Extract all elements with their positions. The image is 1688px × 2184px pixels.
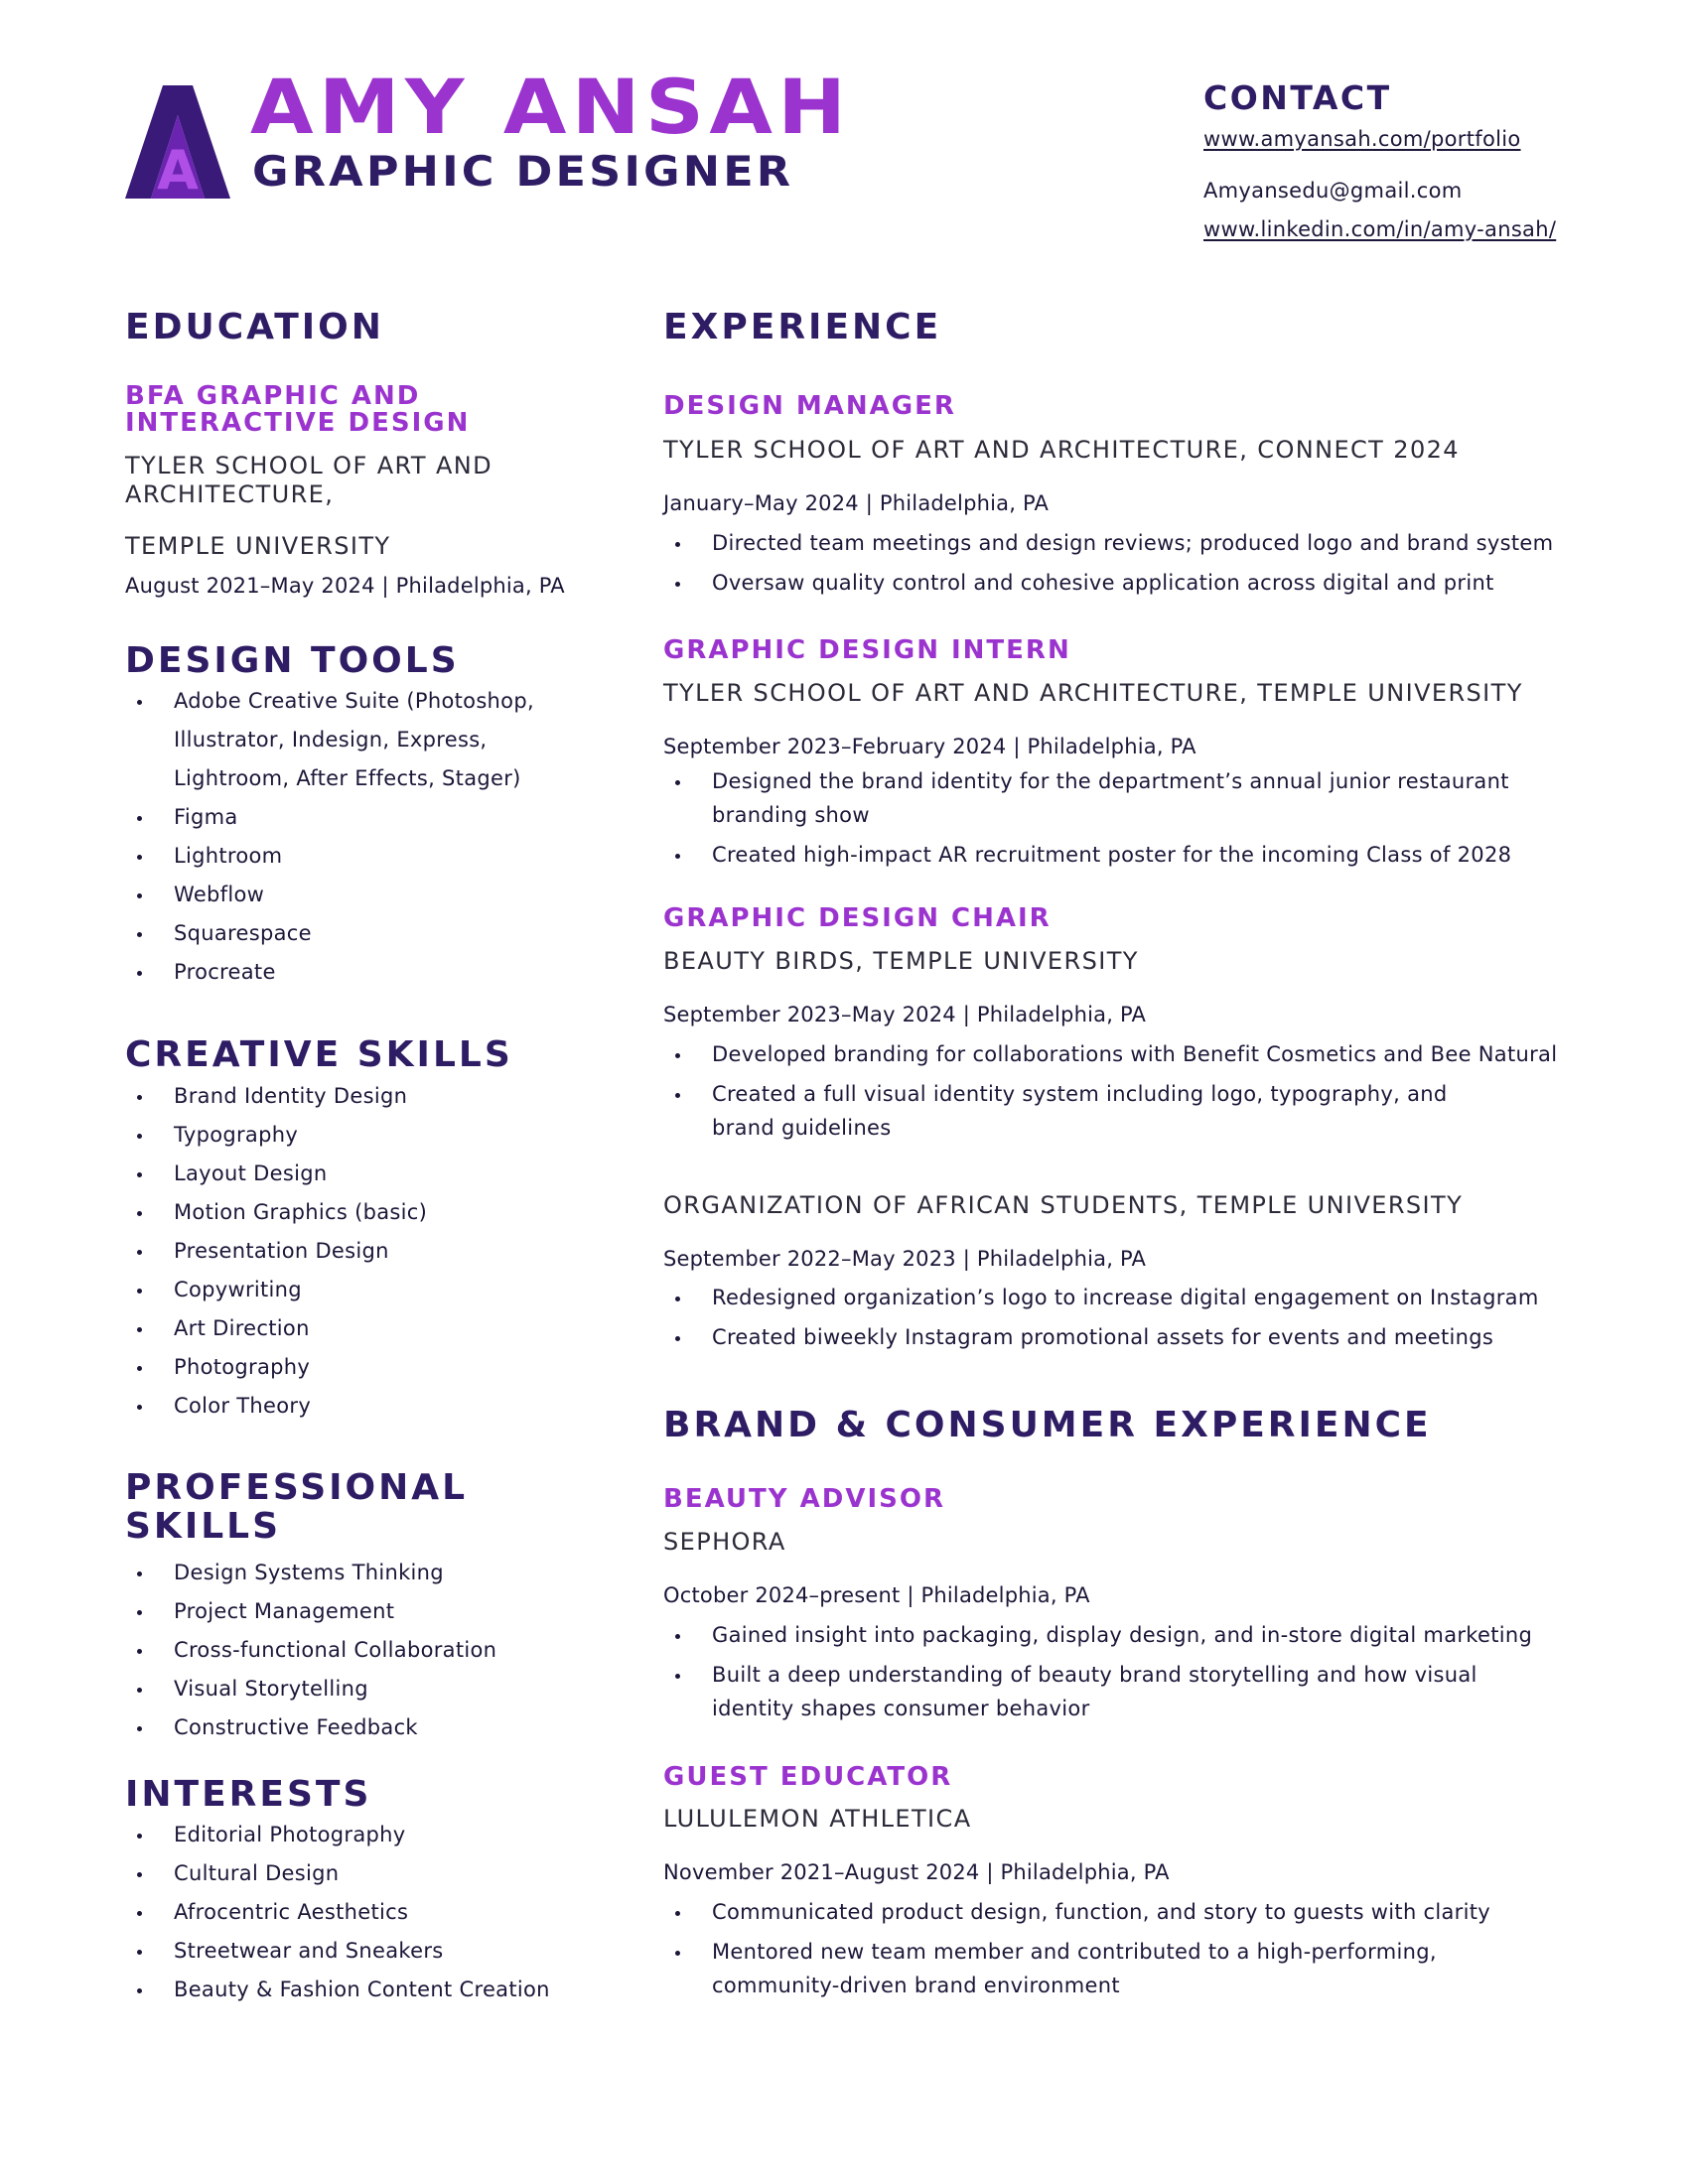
- degree-line-2: INTERACTIVE DESIGN: [125, 408, 471, 438]
- list-item: Brand Identity Design: [125, 1077, 427, 1116]
- job-bullets: [663, 1281, 1586, 1354]
- list-item: Color Theory: [125, 1387, 427, 1426]
- professional-skills-list: [125, 1554, 496, 1747]
- job-bullets: [663, 1895, 1586, 2002]
- job-bullets: [663, 1037, 1586, 1145]
- list-item: Project Management: [125, 1592, 496, 1631]
- list-item: Design Systems Thinking: [125, 1554, 496, 1592]
- job-org: ORGANIZATION OF AFRICAN STUDENTS, TEMPLE UNIVERSITY: [663, 1191, 1464, 1219]
- list-item: Redesigned organization’s logo to increase digital engagement on Instagram: [663, 1281, 1586, 1314]
- list-item: Directed team meetings and design reviews; produced logo and brand system: [663, 526, 1586, 560]
- list-item: Afrocentric Aesthetics: [125, 1893, 550, 1932]
- experience-heading: EXPERIENCE: [663, 307, 942, 347]
- list-item: Webflow: [125, 876, 534, 914]
- professional-skills-heading-2: SKILLS: [125, 1506, 282, 1547]
- job-bullets: [663, 1618, 1586, 1725]
- job-title: BEAUTY ADVISOR: [663, 1484, 945, 1514]
- job-org: TYLER SCHOOL OF ART AND ARCHITECTURE, TEMPLE UNIVERSITY: [663, 679, 1523, 707]
- list-item: Presentation Design: [125, 1232, 427, 1271]
- list-item: Mentored new team member and contributed to a high-performing, community-driven brand environment: [663, 1935, 1546, 2002]
- list-item: Designed the brand identity for the department’s annual junior restaurant branding show: [663, 764, 1586, 832]
- education-dates: August 2021–May 2024 | Philadelphia, PA: [125, 574, 565, 598]
- list-item: Photography: [125, 1348, 427, 1387]
- brand-experience-heading: BRAND & CONSUMER EXPERIENCE: [663, 1405, 1432, 1445]
- list-item: Created biweekly Instagram promotional assets for events and meetings: [663, 1320, 1586, 1354]
- school-line-2: ARCHITECTURE,: [125, 480, 335, 508]
- interests-list: [125, 1816, 550, 2009]
- list-item: Cultural Design: [125, 1854, 550, 1893]
- job-dates: September 2022–May 2023 | Philadelphia, PA: [663, 1247, 1147, 1271]
- list-item: Figma: [125, 798, 534, 837]
- job-bullets: [663, 526, 1586, 600]
- candidate-name: AMY ANSAH: [250, 63, 852, 151]
- portfolio-link[interactable]: www.amyansah.com/portfolio: [1203, 127, 1521, 151]
- list-item: Streetwear and Sneakers: [125, 1932, 550, 1971]
- logo-letter: A: [157, 139, 199, 199]
- contact-heading: CONTACT: [1203, 78, 1392, 117]
- list-item: Built a deep understanding of beauty brand storytelling and how visual identity shapes consumer behavior: [663, 1658, 1546, 1725]
- job-dates: September 2023–May 2024 | Philadelphia, PA: [663, 1003, 1147, 1026]
- list-item: Developed branding for collaborations with Benefit Cosmetics and Bee Natural: [663, 1037, 1586, 1071]
- job-title: GUEST EDUCATOR: [663, 1762, 953, 1792]
- list-item: Copywriting: [125, 1271, 427, 1309]
- list-item: Layout Design: [125, 1155, 427, 1193]
- list-item: Typography: [125, 1116, 427, 1155]
- list-item: Oversaw quality control and cohesive application across digital and print: [663, 566, 1586, 600]
- linkedin-link[interactable]: www.linkedin.com/in/amy-ansah/: [1203, 217, 1557, 241]
- job-title: GRAPHIC DESIGN INTERN: [663, 635, 1071, 665]
- job-dates: November 2021–August 2024 | Philadelphia, PA: [663, 1860, 1170, 1884]
- list-item: Visual Storytelling: [125, 1670, 496, 1708]
- list-item: Lightroom: [125, 837, 534, 876]
- list-item: Constructive Feedback: [125, 1708, 496, 1747]
- list-item: Adobe Creative Suite (Photoshop, Illustrator, Indesign, Express, Lightroom, After Effects, Stager): [125, 682, 534, 798]
- job-org: SEPHORA: [663, 1528, 786, 1556]
- job-dates: September 2023–February 2024 | Philadelphia, PA: [663, 735, 1196, 758]
- list-item: Beauty & Fashion Content Creation: [125, 1971, 550, 2009]
- education-heading: EDUCATION: [125, 307, 384, 347]
- list-item: Communicated product design, function, and story to guests with clarity: [663, 1895, 1586, 1929]
- logo-mark: [125, 85, 230, 199]
- design-tools-heading: DESIGN TOOLS: [125, 640, 460, 681]
- logo: [125, 85, 230, 199]
- job-org: BEAUTY BIRDS, TEMPLE UNIVERSITY: [663, 947, 1139, 975]
- professional-skills-heading-1: PROFESSIONAL: [125, 1467, 469, 1508]
- job-org: LULULEMON ATHLETICA: [663, 1805, 972, 1833]
- job-title: DESIGN MANAGER: [663, 391, 956, 421]
- list-item: Squarespace: [125, 914, 534, 953]
- list-item: Created high-impact AR recruitment poster for the incoming Class of 2028: [663, 838, 1586, 872]
- university: TEMPLE UNIVERSITY: [125, 532, 391, 560]
- list-item: Motion Graphics (basic): [125, 1193, 427, 1232]
- job-title: GRAPHIC DESIGN CHAIR: [663, 903, 1052, 933]
- list-item: Cross-functional Collaboration: [125, 1631, 496, 1670]
- list-item: Editorial Photography: [125, 1816, 550, 1854]
- school-line-1: TYLER SCHOOL OF ART AND: [125, 452, 492, 479]
- creative-skills-heading: CREATIVE SKILLS: [125, 1034, 513, 1075]
- email-text: Amyansedu@gmail.com: [1203, 179, 1463, 203]
- list-item: Gained insight into packaging, display design, and in-store digital marketing: [663, 1618, 1586, 1652]
- list-item: Procreate: [125, 953, 534, 992]
- job-dates: January–May 2024 | Philadelphia, PA: [663, 491, 1050, 515]
- list-item: Art Direction: [125, 1309, 427, 1348]
- job-dates: October 2024–present | Philadelphia, PA: [663, 1583, 1090, 1607]
- job-org: TYLER SCHOOL OF ART AND ARCHITECTURE, CONNECT 2024: [663, 436, 1460, 464]
- candidate-title: GRAPHIC DESIGNER: [252, 147, 794, 196]
- interests-heading: INTERESTS: [125, 1774, 372, 1815]
- creative-skills-list: [125, 1077, 427, 1426]
- design-tools-list: [125, 682, 534, 992]
- list-item: Created a full visual identity system including logo, typography, and brand guidelines: [663, 1077, 1486, 1145]
- job-bullets: [663, 764, 1586, 872]
- degree-line-1: BFA GRAPHIC AND: [125, 381, 421, 411]
